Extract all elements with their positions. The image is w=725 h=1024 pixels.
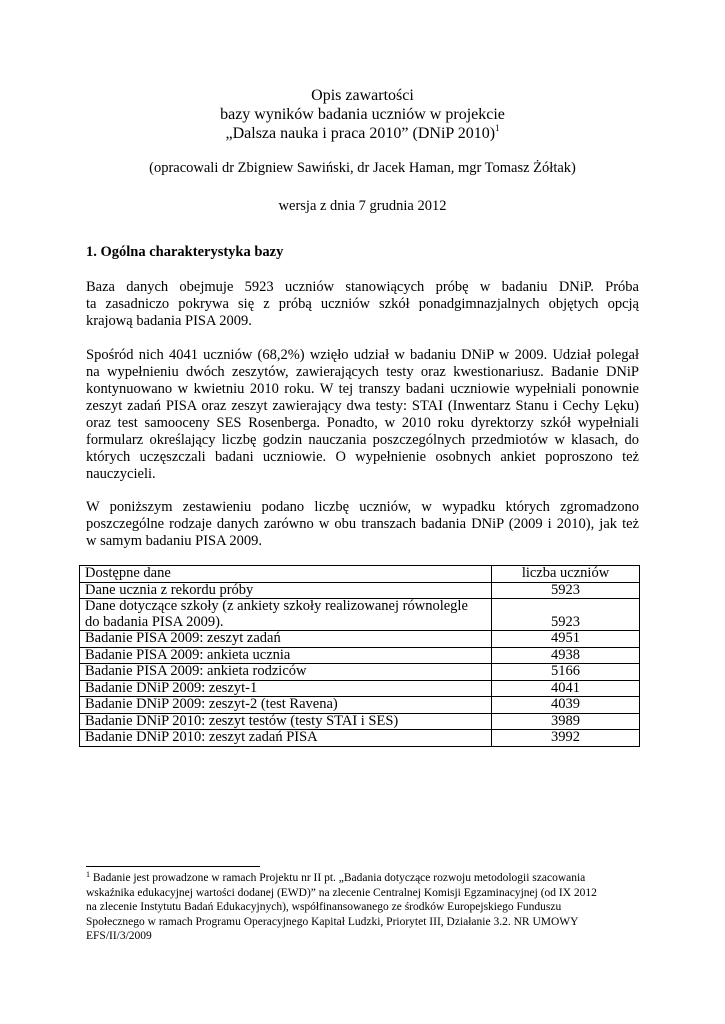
paragraph-line: oraz test samooceny SES Rosenberga. Ponadto, w 2010 roku dyrektorzy szkół wypełniali — [86, 415, 639, 431]
paragraph-line: nauczycieli. — [86, 466, 156, 482]
paragraph-line: krajową badania PISA 2009. — [86, 313, 252, 329]
paragraph-line: w samym badaniu PISA 2009. — [86, 533, 263, 549]
table-cell-label: Badanie DNiP 2010: zeszyt testów (testy STAI i SES) — [80, 713, 492, 730]
paragraph-line: na wypełnieniu dwóch zeszytów, zawierających testy oraz kwestionariusz. Badanie DNiP — [86, 364, 639, 380]
table-row — [80, 631, 640, 648]
table-cell-label: Dane ucznia z rekordu próby — [80, 582, 492, 599]
table-row — [80, 713, 640, 730]
table-cell-label: Badanie PISA 2009: ankieta ucznia — [80, 647, 492, 664]
title-line-3 — [0, 124, 725, 143]
title-line-1: Opis zawartości — [311, 87, 414, 104]
paragraph-line: których uczęszczali badani uczniowie. O wypełnienie osobnych ankiet poproszono też — [86, 449, 639, 465]
paragraph-line: zeszyt zadań PISA oraz zeszyt zawierający dwa testy: STAI (Inwentarz Stanu i Cechy Lęku) — [86, 398, 639, 414]
paragraph-line: formularz określający liczbę godzin nauczania poszczególnych przedmiotów w klasach, do — [86, 432, 639, 448]
table-cell-value: 3992 — [492, 730, 640, 747]
table-cell-value: 4041 — [492, 680, 640, 697]
footnote-separator — [86, 866, 260, 867]
table-cell-label: Badanie DNiP 2010: zeszyt zadań PISA — [80, 730, 492, 747]
paragraph-1 — [86, 279, 639, 330]
footnote-line: EFS/II/3/2009 — [86, 930, 152, 943]
table-header-row — [80, 566, 640, 583]
table-row — [80, 680, 640, 697]
title-line-3-text: „Dalsza nauka i praca 2010” (DNiP 2010) — [225, 125, 496, 142]
section-heading: 1. Ogólna charakterystyka bazy — [86, 244, 284, 260]
table-row — [80, 647, 640, 664]
table-row — [80, 582, 640, 599]
authors-line: (opracowali dr Zbigniew Sawiński, dr Jacek Haman, mgr Tomasz Żółtak) — [149, 160, 576, 176]
footnote-line: na zlecenie Instytutu Badań Edukacyjnych), współfinansowanego ze środków Europejskiego Funduszu — [86, 901, 562, 914]
paragraph-3 — [86, 499, 639, 550]
table-cell-value: 5923 — [492, 599, 640, 631]
table-cell-label: Badanie PISA 2009: ankieta rodziców — [80, 664, 492, 681]
title-line-2: bazy wyników badania uczniów w projekcie — [220, 106, 505, 123]
paragraph-line: kontynuowano w kwietniu 2010 roku. W tej transzy badani uczniowie wypełniali ponownie — [86, 381, 639, 397]
table-row — [80, 730, 640, 747]
paragraph-line: ta zasadniczo pokrywa się z próbą uczniów szkół ponadgimnazjalnych objętych opcją — [86, 296, 639, 312]
table-cell-value: 4951 — [492, 631, 640, 648]
table-cell-value: 4938 — [492, 647, 640, 664]
paragraph-line: poszczególne rodzaje danych zarówno w obu transzach badania DNiP (2009 i 2010), jak też — [86, 516, 639, 532]
table-header-cell: Dostępne dane — [80, 566, 492, 583]
paragraph-line: W poniższym zestawieniu podano liczbę uczniów, w wypadku których zgromadzono — [86, 499, 639, 515]
table-row — [80, 599, 640, 631]
footnote-text: Badanie jest prowadzone w ramach Projektu nr II pt. „Badania dotyczące rozwoju metodologii szacowania — [90, 872, 586, 884]
version-line: wersja z dnia 7 grudnia 2012 — [278, 198, 447, 214]
table-cell-value: 5923 — [492, 582, 640, 599]
data-availability-table — [79, 565, 640, 747]
paragraph-line: Baza danych obejmuje 5923 uczniów stanowiących próbę w badaniu DNiP. Próba — [86, 279, 639, 295]
paragraph-line: Spośród nich 4041 uczniów (68,2%) wzięło udział w badaniu DNiP w 2009. Udział polegał — [86, 347, 639, 363]
footnote-reference[interactable]: 1 — [495, 123, 500, 133]
table-cell-label: Badanie DNiP 2009: zeszyt-2 (test Ravena) — [80, 697, 492, 714]
table-row — [80, 697, 640, 714]
table-cell-label: Badanie PISA 2009: zeszyt zadań — [80, 631, 492, 648]
table-cell-value: 4039 — [492, 697, 640, 714]
table-cell-label-line: Dane dotyczące szkoły (z ankiety szkoły realizowanej równolegle — [85, 598, 468, 614]
footnote-line: wskaźnika edukacyjnej wartości dodanej (EWD)” na zlecenie Centralnej Komisji Egzaminacyjnej (od IX 2012 — [86, 886, 597, 899]
table-cell-label-line: do badania PISA 2009). — [85, 613, 224, 630]
table-header-cell: liczba uczniów — [492, 566, 640, 583]
paragraph-2 — [86, 347, 639, 483]
table-cell-label — [80, 599, 492, 631]
document-title — [0, 86, 725, 143]
table-cell-value: 3989 — [492, 713, 640, 730]
footnote — [86, 871, 646, 944]
table-cell-label: Badanie DNiP 2009: zeszyt-1 — [80, 680, 492, 697]
footnote-line — [86, 871, 646, 886]
table-cell-value: 5166 — [492, 664, 640, 681]
footnote-mark: 1 — [86, 870, 90, 879]
footnote-line: Społecznego w ramach Programu Operacyjnego Kapitał Ludzki, Priorytet III, Działanie 3.2. NR UMOWY — [86, 915, 579, 928]
table-row — [80, 664, 640, 681]
